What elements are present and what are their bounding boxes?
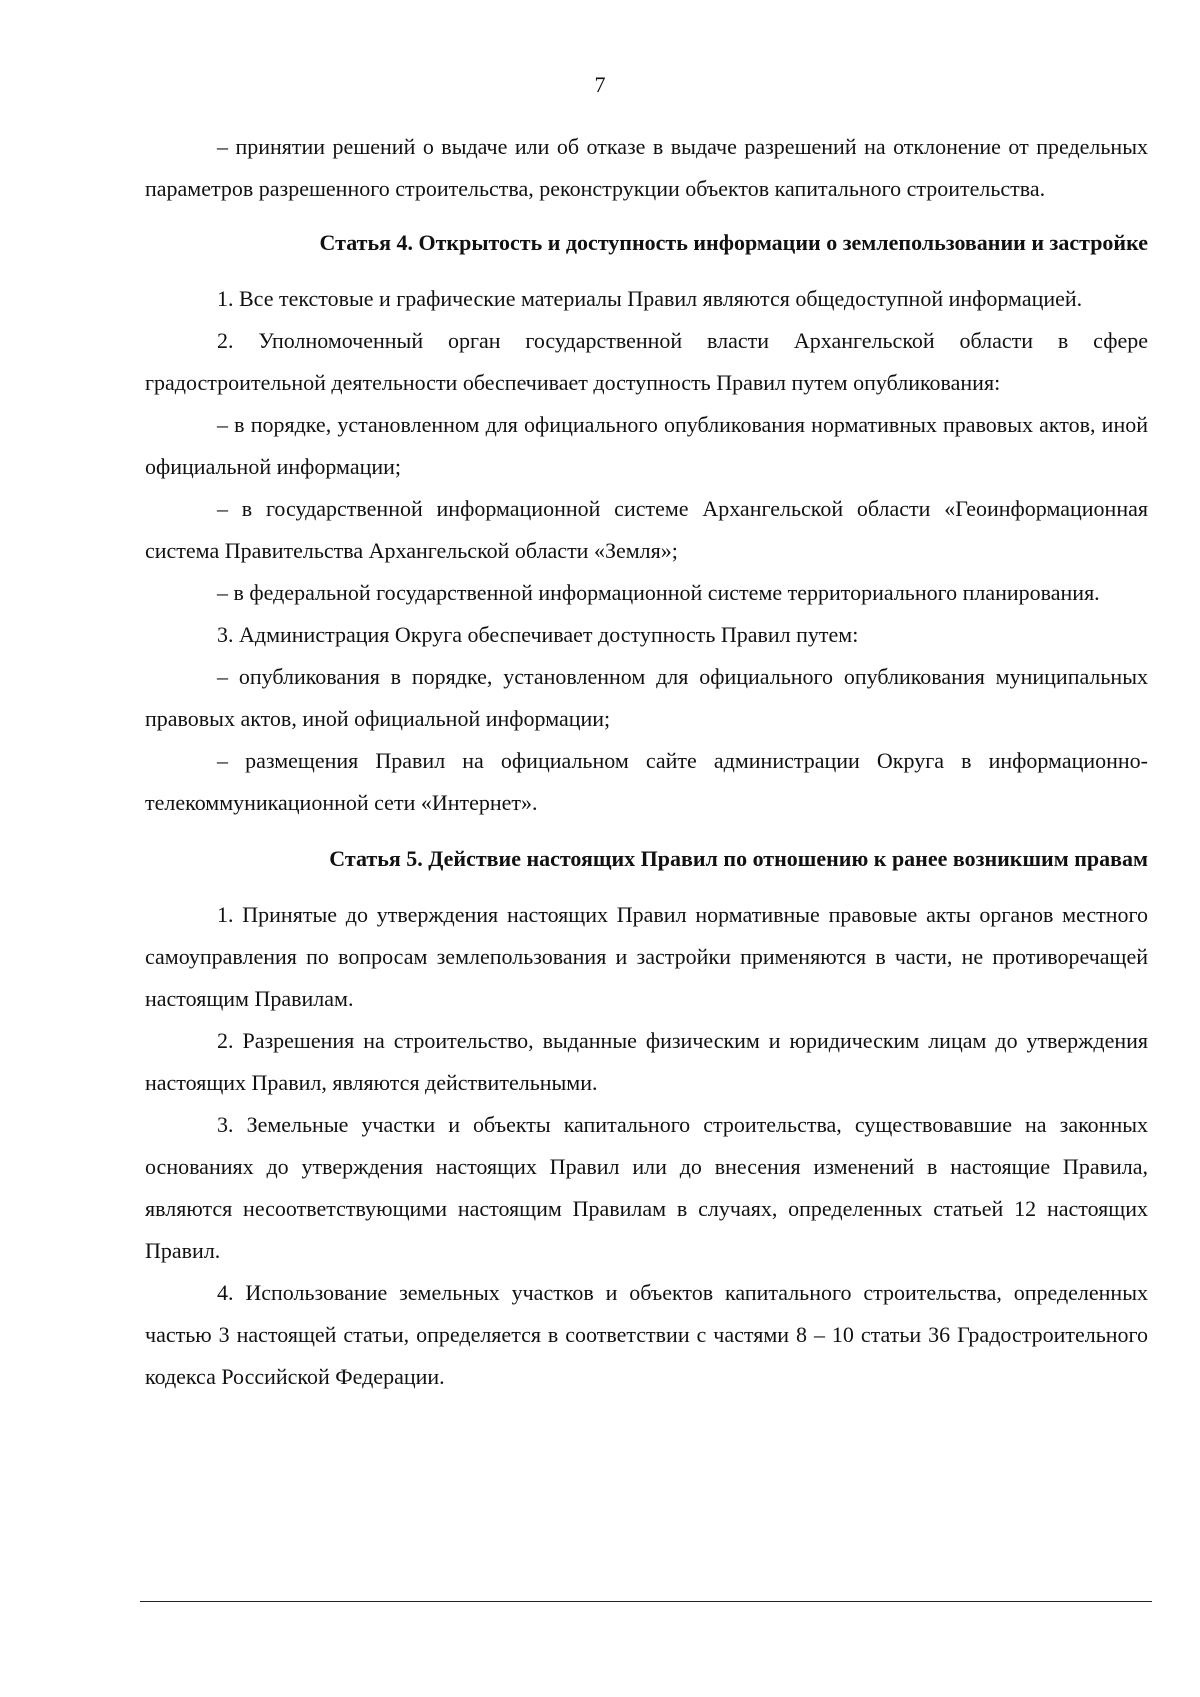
article-4-heading: Статья 4. Открытость и доступность информации о землепользовании и застройке <box>319 230 1148 255</box>
paragraph-4-1: 1. Все текстовые и графические материалы Правил являются общедоступной информацией. <box>217 286 1083 311</box>
paragraph-4-3: 3. Администрация Округа обеспечивает доступность Правил путем: <box>217 622 859 647</box>
paragraph-4-3-item-1: – опубликования в порядке, установленном для официального опубликования муниципальных правовых актов, иной официальной информации; <box>145 664 1148 731</box>
article-5-heading: Статья 5. Действие настоящих Правил по отношению к ранее возникшим правам <box>329 846 1148 871</box>
paragraph-4-2-item-2: – в государственной информационной системе Архангельской области «Геоинформационная система Правительства Архангельской области «Земля»; <box>145 496 1148 563</box>
paragraph-4-2-item-3: – в федеральной государственной информационной системе территориального планирования. <box>217 580 1100 605</box>
page-number: 7 <box>594 72 606 97</box>
document-body <box>145 126 1148 1398</box>
paragraph-5-4: 4. Использование земельных участков и объектов капитального строительства, определенных частью 3 настоящей статьи, определяется в соответствии с частями 8 – 10 статьи 36 Градостроительного кодекса Российской Федерации. <box>145 1280 1148 1389</box>
paragraph-5-1: 1. Принятые до утверждения настоящих Правил нормативные правовые акты органов местного самоуправления по вопросам землепользования и застройки применяются в части, не противоречащей настоящим Правилам. <box>145 902 1148 1011</box>
paragraph-5-3: 3. Земельные участки и объекты капитального строительства, существовавшие на законных основаниях до утверждения настоящих Правил или до внесения изменений в настоящие Правила, являются несоответствующими настоящим Правилам в случаях, определенных статьей 12 настоящих Правил. <box>145 1112 1148 1263</box>
paragraph-4-2-item-1: – в порядке, установленном для официального опубликования нормативных правовых актов, иной официальной информации; <box>145 412 1148 479</box>
paragraph-5-2: 2. Разрешения на строительство, выданные физическим и юридическим лицам до утверждения настоящих Правил, являются действительными. <box>145 1028 1148 1095</box>
paragraph-4-2: 2. Уполномоченный орган государственной власти Архангельской области в сфере градостроительной деятельности обеспечивает доступность Правил путем опубликования: <box>145 328 1148 395</box>
paragraph-decision-item: – принятии решений о выдаче или об отказе в выдаче разрешений на отклонение от предельных параметров разрешенного строительства, реконструкции объектов капитального строительства. <box>145 134 1148 201</box>
paragraph-4-3-item-2: – размещения Правил на официальном сайте администрации Округа в информационно-телекоммуникационной сети «Интернет». <box>145 748 1148 815</box>
footer-divider <box>140 1601 1152 1602</box>
